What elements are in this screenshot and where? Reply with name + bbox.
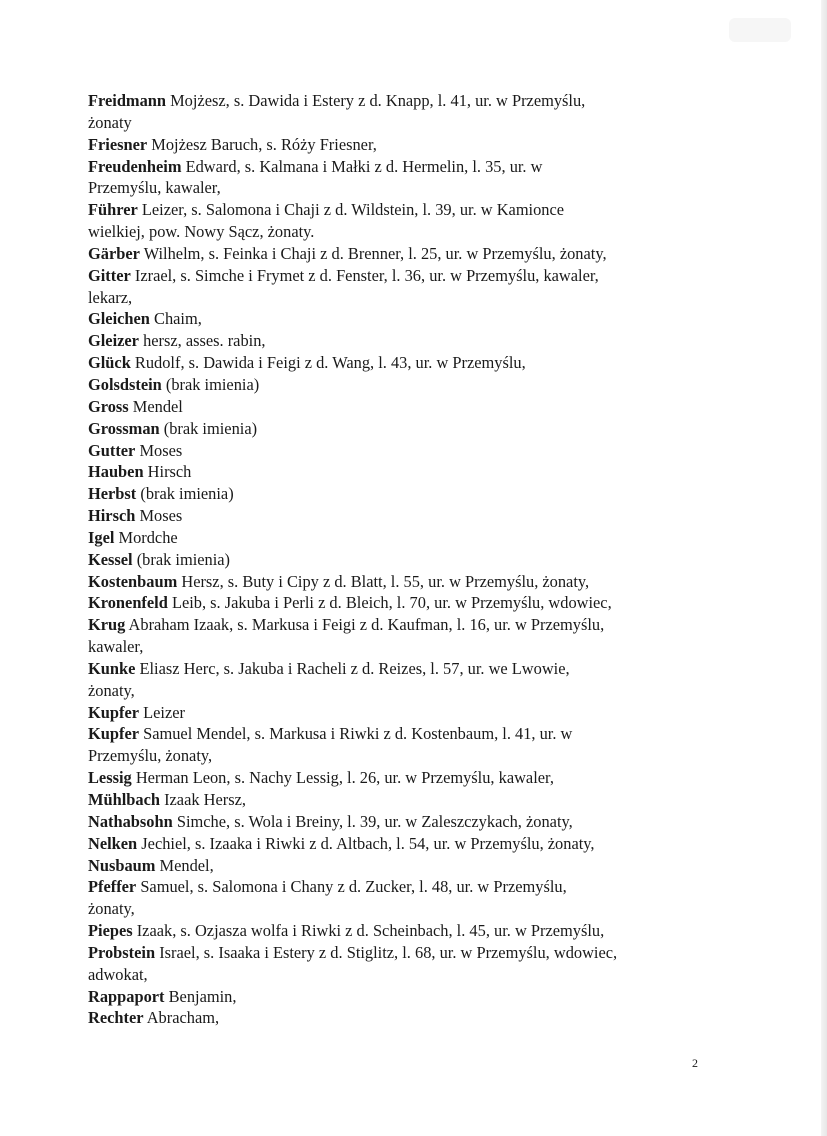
entry-surname: Freudenheim — [88, 156, 182, 176]
list-item — [88, 614, 708, 658]
entry-surname: Gitter — [88, 265, 131, 285]
entry-surname: Führer — [88, 200, 138, 220]
list-item — [88, 90, 708, 134]
entry-surname: Pfeffer — [88, 877, 137, 897]
entry-details: Simche, s. Wola i Breiny, l. 39, ur. w Zaleszczykach, żonaty, — [172, 811, 573, 831]
entry-surname: Hauben — [88, 462, 144, 482]
entry-surname: Krug — [88, 615, 126, 635]
list-item — [88, 265, 708, 309]
list-item — [88, 723, 708, 767]
entry-continuation: kawaler, — [88, 637, 144, 657]
entry-details: Samuel, s. Salomona i Chany z d. Zucker, l. 48, ur. w Przemyślu, — [136, 877, 567, 897]
entry-surname: Herbst — [88, 484, 137, 504]
list-item — [88, 592, 708, 614]
entry-surname: Nelken — [88, 833, 138, 853]
entry-surname: Kupfer — [88, 702, 139, 722]
entry-surname: Friesner — [88, 134, 148, 154]
entry-details: Israel, s. Isaaka i Estery z d. Stiglitz, l. 68, ur. w Przemyślu, wdowiec, — [155, 942, 618, 962]
entry-surname: Freidmann — [88, 91, 167, 110]
entry-surname: Nusbaum — [88, 855, 156, 875]
list-item — [88, 571, 708, 593]
list-item — [88, 920, 708, 942]
list-item — [88, 505, 708, 527]
entry-details: (brak imienia) — [132, 549, 231, 569]
entry-continuation: Przemyślu, kawaler, — [88, 178, 221, 198]
scan-edge-shadow — [821, 0, 827, 1136]
entry-continuation: lekarz, — [88, 287, 133, 307]
entry-details: Eliasz Herc, s. Jakuba i Racheli z d. Reizes, l. 57, ur. we Lwowie, — [135, 658, 570, 678]
entry-surname: Gärber — [88, 243, 140, 263]
list-item — [88, 199, 708, 243]
entry-continuation: żonaty, — [88, 899, 135, 919]
entry-surname: Gutter — [88, 440, 136, 460]
entry-surname: Kupfer — [88, 724, 139, 744]
list-item — [88, 527, 708, 549]
entry-surname: Kronenfeld — [88, 593, 168, 613]
list-item — [88, 440, 708, 462]
entry-continuation: wielkiej, pow. Nowy Sącz, żonaty. — [88, 222, 315, 242]
list-item — [88, 833, 708, 855]
list-item — [88, 374, 708, 396]
entry-details: Mojżesz Baruch, s. Róży Friesner, — [147, 134, 377, 154]
list-item — [88, 549, 708, 571]
list-item — [88, 811, 708, 833]
list-item — [88, 352, 708, 374]
entry-surname: Gleichen — [88, 309, 150, 329]
entry-surname: Grossman — [88, 418, 160, 438]
entry-details: Mendel — [128, 396, 183, 416]
entry-details: Benjamin, — [164, 986, 237, 1006]
entry-details: Leizer, s. Salomona i Chaji z d. Wildstein, l. 39, ur. w Kamionce — [137, 200, 565, 220]
entry-surname: Kunke — [88, 658, 136, 678]
entry-surname: Kessel — [88, 549, 133, 569]
entry-continuation: Przemyślu, żonaty, — [88, 746, 213, 766]
entry-surname: Gleizer — [88, 331, 139, 351]
scan-corner-mark — [729, 18, 791, 42]
entry-details: Abraham Izaak, s. Markusa i Feigi z d. Kaufman, l. 16, ur. w Przemyślu, — [125, 615, 605, 635]
entry-details: Moses — [135, 506, 183, 526]
list-item — [88, 1007, 708, 1029]
entry-details: (brak imienia) — [161, 374, 260, 394]
list-item — [88, 330, 708, 352]
entry-surname: Piepes — [88, 921, 133, 941]
entry-surname: Gross — [88, 396, 129, 416]
entry-details: Moses — [135, 440, 183, 460]
entry-surname: Rappaport — [88, 986, 165, 1006]
entry-details: Mojżesz, s. Dawida i Estery z d. Knapp, l. 41, ur. w Przemyślu, — [166, 91, 586, 110]
entry-surname: Probstein — [88, 942, 156, 962]
entry-details: Izrael, s. Simche i Frymet z d. Fenster, l. 36, ur. w Przemyślu, kawaler, — [130, 265, 599, 285]
list-item — [88, 942, 708, 986]
entry-surname: Golsdstein — [88, 374, 162, 394]
entry-details: Herman Leon, s. Nachy Lessig, l. 26, ur. w Przemyślu, kawaler, — [131, 768, 554, 788]
entry-surname: Hirsch — [88, 506, 136, 526]
entry-surname: Lessig — [88, 768, 132, 788]
entry-details: Hersz, s. Buty i Cipy z d. Blatt, l. 55, ur. w Przemyślu, żonaty, — [177, 571, 590, 591]
entry-details: Hirsch — [143, 462, 192, 482]
entry-surname: Kostenbaum — [88, 571, 178, 591]
entry-continuation: adwokat, — [88, 964, 148, 984]
entry-details: hersz, asses. rabin, — [138, 331, 266, 351]
entry-details: Chaim, — [149, 309, 202, 329]
list-item — [88, 243, 708, 265]
list-item — [88, 658, 708, 702]
entry-details: Izaak, s. Ozjasza wolfa i Riwki z d. Scheinbach, l. 45, ur. w Przemyślu, — [132, 921, 605, 941]
list-item — [88, 134, 708, 156]
list-item — [88, 986, 708, 1008]
entry-details: Edward, s. Kalmana i Małki z d. Hermelin, l. 35, ur. w — [181, 156, 543, 176]
entry-details: Mordche — [114, 527, 178, 547]
list-item — [88, 767, 708, 789]
entry-details: Wilhelm, s. Feinka i Chaji z d. Brenner, l. 25, ur. w Przemyślu, żonaty, — [139, 243, 607, 263]
entry-details: Izaak Hersz, — [159, 790, 246, 809]
entry-surname: Rechter — [88, 1008, 144, 1028]
entry-surname: Nathabsohn — [88, 811, 173, 831]
list-item — [88, 156, 708, 200]
entry-details: Abracham, — [143, 1008, 220, 1028]
entry-continuation: żonaty, — [88, 680, 135, 700]
entry-surname: Mühlbach — [88, 790, 160, 809]
entry-details: Leizer — [139, 702, 185, 722]
entry-details: Samuel Mendel, s. Markusa i Riwki z d. Kostenbaum, l. 41, ur. w — [139, 724, 573, 744]
list-item — [88, 483, 708, 505]
list-item — [88, 702, 708, 724]
entry-details: Mendel, — [155, 855, 214, 875]
list-item — [88, 461, 708, 483]
list-item — [88, 855, 708, 877]
entry-details: Jechiel, s. Izaaka i Riwki z d. Altbach, l. 54, ur. w Przemyślu, żonaty, — [137, 833, 595, 853]
entry-details: Rudolf, s. Dawida i Feigi z d. Wang, l. 43, ur. w Przemyślu, — [130, 353, 526, 373]
entry-surname: Igel — [88, 527, 115, 547]
entry-details: (brak imienia) — [136, 484, 234, 504]
entry-details: Leib, s. Jakuba i Perli z d. Bleich, l. 70, ur. w Przemyślu, wdowiec, — [167, 593, 612, 613]
list-item — [88, 789, 708, 811]
list-item — [88, 308, 708, 330]
name-list — [88, 90, 708, 1029]
entry-surname: Glück — [88, 353, 131, 373]
entry-continuation: żonaty — [88, 112, 132, 132]
list-item — [88, 396, 708, 418]
page-number: 2 — [692, 1056, 698, 1070]
list-item — [88, 418, 708, 440]
entry-details: (brak imienia) — [159, 418, 258, 438]
list-item — [88, 876, 708, 920]
